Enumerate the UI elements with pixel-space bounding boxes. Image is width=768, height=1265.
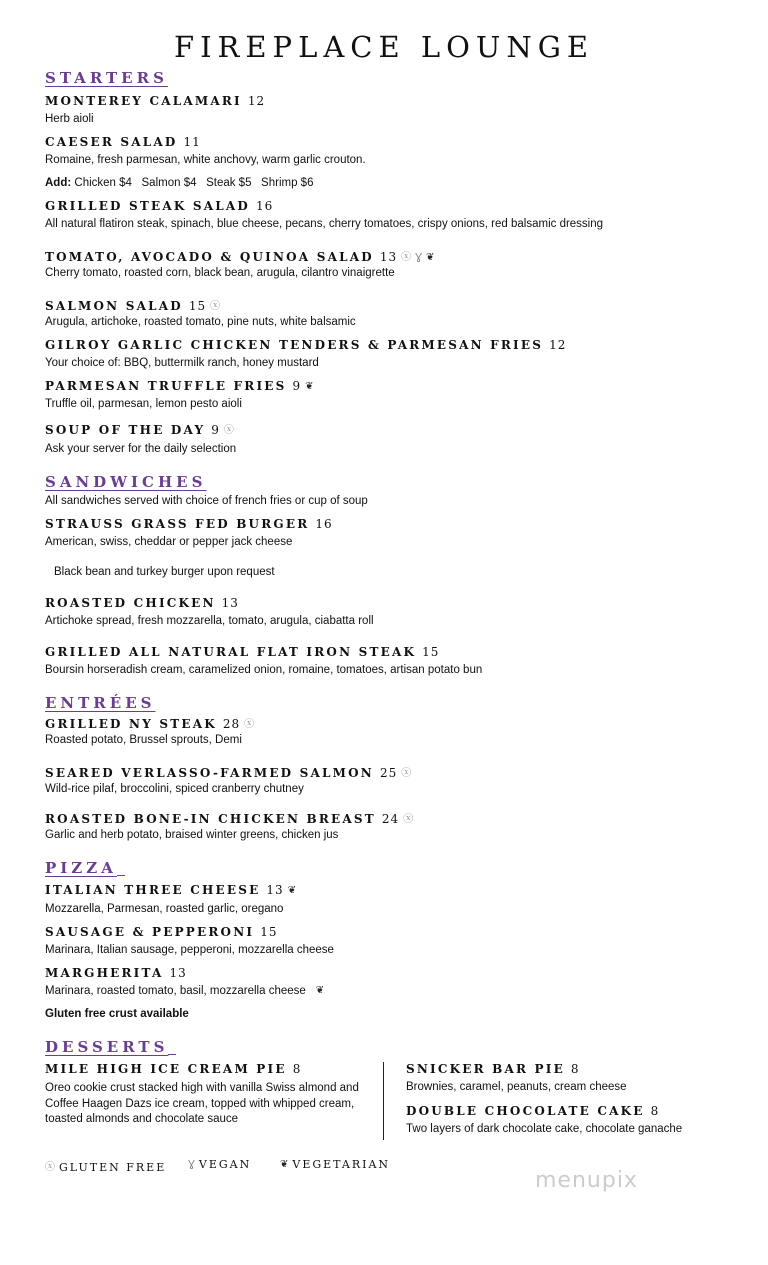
section-heading-desserts: [45, 1038, 176, 1056]
menu-item-chicken-tenders: [45, 338, 566, 352]
menu-item-roasted-chicken: [45, 596, 239, 610]
legend-gluten-free: [45, 1158, 166, 1174]
section-heading-pizza: [45, 859, 125, 877]
item-name: ROASTED CHICKEN: [45, 596, 216, 610]
item-price: 9: [292, 379, 302, 393]
item-description: Mozzarella, Parmesan, roasted garlic, oregano: [45, 903, 284, 915]
item-price: 13: [221, 596, 239, 610]
item-description: Roasted potato, Brussel sprouts, Demi: [45, 734, 242, 746]
underline-pad: [117, 874, 125, 876]
item-name: ITALIAN THREE CHEESE: [45, 883, 261, 897]
menu-item-calamari: [45, 94, 265, 108]
item-price: 13: [169, 966, 187, 980]
menu-item-truffle-fries: [45, 379, 314, 393]
item-price: 12: [549, 338, 567, 352]
watermark-logo: menupix: [535, 1168, 638, 1193]
item-price: 28: [222, 717, 241, 731]
gluten-free-icon: ⓧ: [401, 768, 412, 779]
item-description: All natural flatiron steak, spinach, blue cheese, pecans, cherry tomatoes, crispy onions, red balsamic dressing: [45, 218, 604, 230]
item-name: GRILLED ALL NATURAL FLAT IRON STEAK: [45, 645, 417, 659]
menu-item-soup: [45, 421, 234, 437]
menu-item-caeser-salad: [45, 135, 201, 149]
gluten-free-icon: ⓧ: [401, 252, 412, 263]
gluten-free-icon: ⓧ: [244, 719, 255, 730]
gluten-free-icon: ⓧ: [403, 814, 414, 825]
vegan-icon: Ɣ: [415, 252, 422, 263]
item-description: Garlic and herb potato, braised winter greens, chicken jus: [45, 829, 339, 841]
item-name: PARMESAN TRUFFLE FRIES: [45, 379, 287, 393]
item-description: Oreo cookie crust stacked high with vanilla Swiss almond and Coffee Haagen Dazs ice cream, topped with whipped cream, toasted almonds and chocolate sauce: [45, 1082, 359, 1125]
gluten-free-icon: ⓧ: [45, 1162, 55, 1173]
gluten-free-crust-note: Gluten free crust available: [45, 1008, 189, 1020]
item-name: GILROY GARLIC CHICKEN TENDERS & PARMESAN FRIES: [45, 338, 544, 352]
menu-title: FIREPLACE LOUNGE: [173, 30, 595, 64]
section-note: All sandwiches served with choice of french fries or cup of soup: [45, 495, 368, 507]
menu-item-chicken-breast: [45, 810, 413, 826]
item-price: 16: [315, 517, 333, 531]
item-name: SOUP OF THE DAY: [45, 423, 206, 437]
legend-label: VEGAN: [198, 1158, 252, 1171]
description-text: Marinara, roasted tomato, basil, mozzarella cheese: [45, 985, 306, 997]
item-description: [45, 985, 324, 997]
item-description: American, swiss, cheddar or pepper jack cheese: [45, 536, 293, 548]
menu-item-three-cheese: [45, 883, 296, 897]
item-price: 13: [379, 250, 398, 264]
legend-label: VEGETARIAN: [292, 1158, 391, 1171]
item-description: Romaine, fresh parmesan, white anchovy, warm garlic crouton.: [45, 154, 366, 166]
menu-item-flat-iron: [45, 645, 439, 659]
item-description: Herb aioli: [45, 113, 94, 125]
item-name: CAESER SALAD: [45, 135, 178, 149]
legend-label: GLUTEN FREE: [59, 1161, 167, 1174]
item-name: TOMATO, AVOCADO & QUINOA SALAD: [45, 250, 374, 264]
legend-vegetarian: [280, 1158, 390, 1171]
legend-vegan: [188, 1158, 251, 1171]
item-name: SNICKER BAR PIE: [406, 1062, 565, 1076]
item-price: 12: [247, 94, 266, 108]
item-note: Black bean and turkey burger upon request: [54, 566, 275, 578]
section-heading-entrees: ENTRÉES: [45, 694, 156, 712]
menu-item-salmon-salad: [45, 297, 220, 313]
item-price: 13: [266, 883, 284, 897]
item-price: 8: [570, 1062, 580, 1076]
gluten-free-icon: ⓧ: [210, 301, 221, 312]
add-ons: [45, 177, 313, 189]
item-description: Cherry tomato, roasted corn, black bean, arugula, cilantro vinaigrette: [45, 267, 395, 279]
item-name: STRAUSS GRASS FED BURGER: [45, 517, 310, 531]
item-name: MARGHERITA: [45, 966, 164, 980]
menu-item-sausage-pepperoni: [45, 925, 277, 939]
item-name: GRILLED STEAK SALAD: [45, 199, 251, 213]
item-description: Boursin horseradish cream, caramelized onion, romaine, tomatoes, artisan potato bun: [45, 664, 483, 676]
item-price: 15: [188, 299, 207, 313]
menu-item-ny-steak: [45, 715, 254, 731]
item-name: MONTEREY CALAMARI: [45, 94, 242, 108]
item-name: GRILLED NY STEAK: [45, 717, 217, 731]
item-name: ROASTED BONE-IN CHICKEN BREAST: [45, 812, 376, 826]
item-description: Artichoke spread, fresh mozzarella, tomato, arugula, ciabatta roll: [45, 615, 374, 627]
section-title: PIZZA: [45, 859, 117, 877]
item-price: 25: [379, 766, 398, 780]
vegetarian-icon: ❦: [287, 885, 297, 896]
item-price: 24: [381, 812, 400, 826]
item-description: Ask your server for the daily selection: [45, 443, 237, 455]
section-heading-sandwiches: SANDWICHES: [45, 473, 207, 491]
item-name: SAUSAGE & PEPPERONI: [45, 925, 255, 939]
item-description: Truffle oil, parmesan, lemon pesto aioli: [45, 398, 242, 410]
item-price: 11: [183, 135, 201, 149]
item-description: Marinara, Italian sausage, pepperoni, mozzarella cheese: [45, 944, 334, 956]
item-description: Arugula, artichoke, roasted tomato, pine nuts, white balsamic: [45, 316, 356, 328]
item-price: 8: [650, 1104, 660, 1118]
menu-item-quinoa-salad: [45, 248, 434, 264]
menu-item-salmon: [45, 764, 411, 780]
vegetarian-icon: ❦: [305, 381, 314, 392]
underline-pad: [168, 1053, 176, 1055]
item-name: SALMON SALAD: [45, 299, 183, 313]
menu-item-margherita: [45, 966, 187, 980]
menu-item-chocolate-cake: [406, 1104, 659, 1118]
vegetarian-icon: ❦: [280, 1159, 289, 1170]
item-name: MILE HIGH ICE CREAM PIE: [45, 1062, 287, 1076]
vegan-icon: Ɣ: [188, 1159, 195, 1170]
gluten-free-icon: ⓧ: [223, 425, 234, 436]
menu-item-steak-salad: [45, 199, 273, 213]
add-options: Chicken $4 Salmon $4 Steak $5 Shrimp $6: [74, 177, 314, 189]
vegetarian-icon: ❦: [315, 985, 325, 996]
item-price: 8: [292, 1062, 302, 1076]
section-title: DESSERTS: [45, 1038, 169, 1056]
add-label: Add:: [45, 177, 72, 189]
item-description: Two layers of dark chocolate cake, chocolate ganache: [406, 1123, 683, 1135]
menu-item-ice-cream-pie: [45, 1062, 301, 1076]
item-description: Wild-rice pilaf, broccolini, spiced cranberry chutney: [45, 783, 304, 795]
item-price: 16: [256, 199, 274, 213]
column-divider: [383, 1062, 384, 1140]
item-price: 9: [211, 423, 220, 437]
item-name: DOUBLE CHOCOLATE CAKE: [406, 1104, 645, 1118]
item-price: 15: [260, 925, 278, 939]
item-name: SEARED VERLASSO-FARMED SALMON: [45, 766, 374, 780]
vegetarian-icon: ❦: [425, 252, 435, 263]
item-price: 15: [422, 645, 440, 659]
section-heading-starters: STARTERS: [45, 69, 168, 87]
item-description: Brownies, caramel, peanuts, cream cheese: [406, 1081, 627, 1093]
menu-item-burger: [45, 517, 333, 531]
menu-item-snicker-pie: [406, 1062, 580, 1076]
item-description: Your choice of: BBQ, buttermilk ranch, honey mustard: [45, 357, 319, 369]
